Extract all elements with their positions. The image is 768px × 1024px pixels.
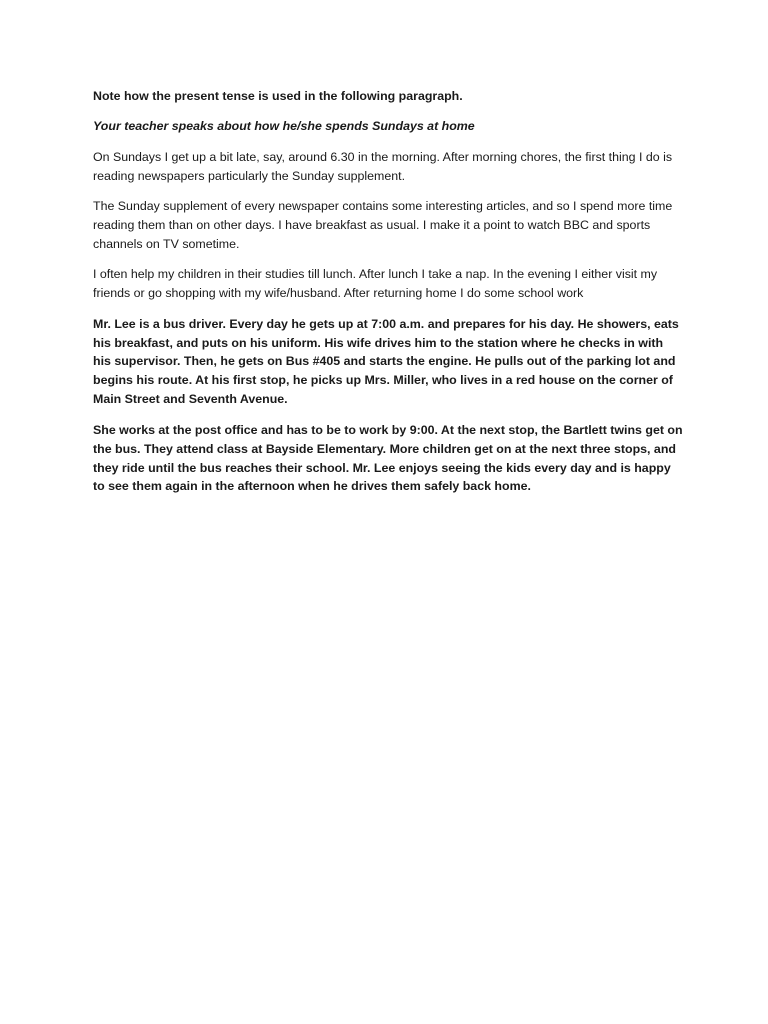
paragraph-afternoon-evening: I often help my children in their studies till lunch. After lunch I take a nap. In the evening I either visit my friends or go shopping with my wife/husband. After returning home I do some school work — [93, 267, 658, 301]
document-heading: Note how the present tense is used in the following paragraph. — [93, 89, 463, 103]
paragraph-sunday-morning: On Sundays I get up a bit late, say, around 6.30 in the morning. After morning chores, the first thing I do is reading newspapers particularly the Sunday supplement. — [93, 149, 673, 183]
document-subheading: Your teacher speaks about how he/she spends Sundays at home — [93, 119, 475, 134]
paragraph-mr-lee-route: She works at the post office and has to be to work by 9:00. At the next stop, the Bartlett twins get on the bus. They attend class at Bayside Elementary. More children get on at the next three stops, and they ride until the bus reaches their school. Mr. Lee enjoys seeing the kids every day and is happy to see them again in the afternoon when he drives them safely back home. — [93, 422, 683, 494]
document-body — [93, 87, 683, 508]
paragraph-mr-lee-morning: Mr. Lee is a bus driver. Every day he gets up at 7:00 a.m. and prepares for his day. He showers, eats his breakfast, and puts on his uniform. His wife drives him to the station where he checks in with his supervisor. Then, he gets on Bus #405 and starts the engine. He pulls out of the parking lot and begins his route. At his first stop, he picks up Mrs. Miller, who lives in a red house on the corner of Main Street and Seventh Avenue. — [93, 316, 679, 407]
paragraph-sunday-supplement: The Sunday supplement of every newspaper contains some interesting articles, and so I spend more time reading them than on other days. I have breakfast as usual. I make it a point to watch BBC and sports channels on TV sometime. — [93, 199, 673, 251]
